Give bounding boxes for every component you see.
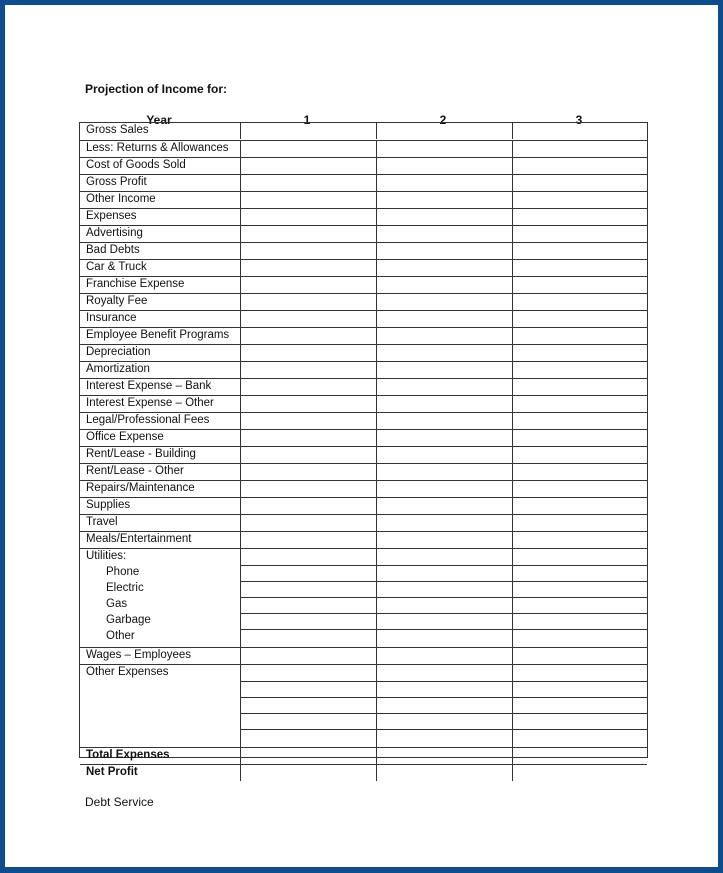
value-cell-year-2[interactable] [376,515,512,531]
table-row-other-income [80,191,647,208]
value-cell-year-3[interactable] [512,243,647,259]
value-cell-year-3[interactable] [512,648,647,664]
document-page [5,5,718,867]
debt-service-label: Debt Service [85,795,154,809]
value-cell-year-2[interactable] [376,243,512,259]
row-label: Royalty Fee [86,295,148,307]
row-divider [240,697,647,698]
row-label-cell [80,413,240,429]
value-cell-year-2[interactable] [376,209,512,225]
row-label: Wages – Employees [86,649,192,661]
row-label-cell [80,748,240,764]
value-cell-year-2[interactable] [376,748,512,764]
value-cell-year-2[interactable] [376,648,512,664]
value-cell-year-2[interactable] [376,294,512,310]
table-row-rent-building [80,446,647,463]
table-row-travel [80,514,647,531]
table-row-supplies [80,497,647,514]
row-label: Employee Benefit Programs [86,329,230,341]
value-cell-year-2[interactable] [376,158,512,174]
value-cell-year-2[interactable] [376,260,512,276]
row-label-cell [80,345,240,361]
value-cell-year-3[interactable] [512,515,647,531]
value-cell-year-2[interactable] [376,345,512,361]
value-cell-year-1[interactable] [240,379,376,395]
row-label-cell [80,765,240,781]
row-label: Meals/Entertainment [86,533,192,545]
value-cell-year-2[interactable] [376,175,512,191]
row-label: Bad Debts [86,244,140,256]
value-cell-year-3[interactable] [512,123,647,139]
value-cell-year-3[interactable] [512,362,647,378]
value-cell-year-1[interactable] [240,665,376,747]
value-cell-year-3[interactable] [512,396,647,412]
row-label-cell [80,447,240,463]
row-label: Depreciation [86,346,151,358]
value-cell-year-1[interactable] [240,515,376,531]
value-cell-year-2[interactable] [376,532,512,548]
value-cell-year-1[interactable] [240,175,376,191]
table-row-franchise [80,276,647,293]
value-cell-year-1[interactable] [240,748,376,764]
value-cell-year-1[interactable] [240,158,376,174]
row-divider [240,597,647,598]
value-cell-year-1[interactable] [240,362,376,378]
row-divider [240,681,647,682]
table-row-legal [80,412,647,429]
table-row-utilities [80,548,647,647]
table-row-other-expenses [80,664,647,747]
value-cell-year-1[interactable] [240,141,376,157]
value-cell-year-1[interactable] [240,328,376,344]
row-label-cell [80,294,240,310]
value-cell-year-1[interactable] [240,277,376,293]
value-cell-year-1[interactable] [240,294,376,310]
row-label: Franchise Expense [86,278,185,290]
value-cell-year-1[interactable] [240,447,376,463]
value-cell-year-3[interactable] [512,328,647,344]
table-row-insurance [80,310,647,327]
row-label: Other Income [86,193,156,205]
value-cell-year-2[interactable] [376,447,512,463]
row-label: Office Expense [86,431,164,443]
row-label: Repairs/Maintenance [86,482,195,494]
value-cell-year-2[interactable] [376,192,512,208]
value-cell-year-1[interactable] [240,209,376,225]
value-cell-year-3[interactable] [512,765,647,781]
value-cell-year-2[interactable] [376,311,512,327]
value-cell-year-3[interactable] [512,192,647,208]
value-cell-year-3[interactable] [512,665,647,747]
row-label-cell [80,396,240,412]
row-label: Gross Profit [86,176,147,188]
utilities-sub-gas: Gas [106,598,128,610]
row-label: Net Profit [86,766,138,778]
value-cell-year-1[interactable] [240,765,376,781]
table-row-employee-benefit [80,327,647,344]
value-cell-year-2[interactable] [376,328,512,344]
row-label-cell [80,328,240,344]
value-cell-year-1[interactable] [240,396,376,412]
table-row-car-truck [80,259,647,276]
table-row-total-expenses [80,747,647,764]
row-label-cell [80,549,240,647]
value-cell-year-1[interactable] [240,226,376,242]
value-cell-year-3[interactable] [512,294,647,310]
row-label: Gross Sales [86,124,149,136]
table-row-meals [80,531,647,548]
page-title: Projection of Income for: [85,82,228,96]
row-label: Rent/Lease - Other [86,465,184,477]
row-label-cell [80,648,240,664]
row-divider [240,629,647,630]
utilities-sub-other: Other [106,630,135,642]
row-divider [240,613,647,614]
row-label-cell [80,665,240,747]
value-cell-year-2[interactable] [376,765,512,781]
value-cell-year-1[interactable] [240,532,376,548]
income-projection-table [79,122,648,778]
table-row-wages [80,647,647,664]
row-label-cell [80,260,240,276]
value-cell-year-1[interactable] [240,430,376,446]
row-label-cell [80,498,240,514]
value-cell-year-2[interactable] [376,481,512,497]
table-row-depreciation [80,344,647,361]
table-row-rent-other [80,463,647,480]
row-label-cell [80,430,240,446]
header-year-1: 1 [303,113,311,127]
row-label-cell [80,123,240,139]
value-cell-year-2[interactable] [376,226,512,242]
value-cell-year-2[interactable] [376,464,512,480]
table-row-amortization [80,361,647,378]
value-cell-year-3[interactable] [512,549,647,647]
row-label-cell [80,226,240,242]
value-cell-year-3[interactable] [512,498,647,514]
value-cell-year-2[interactable] [376,430,512,446]
value-cell-year-1[interactable] [240,648,376,664]
table-row-interest-other [80,395,647,412]
row-label-cell [80,175,240,191]
row-label: Total Expenses [86,749,170,761]
value-cell-year-3[interactable] [512,748,647,764]
row-label: Other Expenses [86,666,169,678]
value-cell-year-1[interactable] [240,464,376,480]
row-label: Interest Expense – Other [86,397,214,409]
row-label: Less: Returns & Allowances [86,142,229,154]
value-cell-year-3[interactable] [512,532,647,548]
value-cell-year-2[interactable] [376,379,512,395]
value-cell-year-1[interactable] [240,345,376,361]
table-row-advertising [80,225,647,242]
value-cell-year-1[interactable] [240,311,376,327]
value-cell-year-2[interactable] [376,498,512,514]
row-label: Cost of Goods Sold [86,159,186,171]
value-cell-year-1[interactable] [240,481,376,497]
header-year-3: 3 [575,113,583,127]
row-divider [240,729,647,730]
row-label: Travel [86,516,118,528]
value-cell-year-3[interactable] [512,379,647,395]
table-row-bad-debts [80,242,647,259]
table-row-less-returns [80,140,647,157]
row-label-cell [80,209,240,225]
value-cell-year-2[interactable] [376,396,512,412]
header-year-2: 2 [439,113,447,127]
table-row-net-profit [80,764,647,781]
row-divider [240,713,647,714]
row-label-cell [80,515,240,531]
row-label: Legal/Professional Fees [86,414,210,426]
row-label: Insurance [86,312,137,324]
value-cell-year-3[interactable] [512,311,647,327]
row-divider [240,581,647,582]
value-cell-year-1[interactable] [240,123,376,139]
table-row-royalty [80,293,647,310]
row-label-cell [80,192,240,208]
value-cell-year-3[interactable] [512,464,647,480]
value-cell-year-1[interactable] [240,192,376,208]
value-cell-year-3[interactable] [512,481,647,497]
row-label: Supplies [86,499,131,511]
value-cell-year-3[interactable] [512,226,647,242]
value-cell-year-2[interactable] [376,362,512,378]
value-cell-year-3[interactable] [512,209,647,225]
utilities-sub-phone: Phone [106,566,140,578]
row-label-cell [80,481,240,497]
value-cell-year-2[interactable] [376,277,512,293]
value-cell-year-3[interactable] [512,260,647,276]
table-row-gross-profit [80,174,647,191]
table-row-cogs [80,157,647,174]
row-label: Rent/Lease - Building [86,448,196,460]
table-row-gross-sales [80,123,647,139]
value-cell-year-3[interactable] [512,141,647,157]
row-label-cell [80,158,240,174]
row-label: Interest Expense – Bank [86,380,212,392]
value-cell-year-2[interactable] [376,413,512,429]
table-row-repairs [80,480,647,497]
row-divider [240,565,647,566]
value-cell-year-3[interactable] [512,277,647,293]
value-cell-year-3[interactable] [512,158,647,174]
value-cell-year-3[interactable] [512,447,647,463]
value-cell-year-3[interactable] [512,413,647,429]
row-label-cell [80,141,240,157]
utilities-sub-electric: Electric [106,582,144,594]
value-cell-year-3[interactable] [512,345,647,361]
value-cell-year-1[interactable] [240,243,376,259]
row-label-cell [80,532,240,548]
row-label: Advertising [86,227,143,239]
value-cell-year-1[interactable] [240,413,376,429]
value-cell-year-2[interactable] [376,665,512,747]
table-row-interest-bank [80,378,647,395]
row-label-cell [80,379,240,395]
value-cell-year-1[interactable] [240,549,376,647]
row-label-cell [80,243,240,259]
value-cell-year-2[interactable] [376,549,512,647]
value-cell-year-2[interactable] [376,141,512,157]
row-label-cell [80,311,240,327]
row-label: Car & Truck [86,261,147,273]
table-row-office [80,429,647,446]
value-cell-year-3[interactable] [512,430,647,446]
value-cell-year-3[interactable] [512,175,647,191]
header-year: Year [146,113,172,127]
utilities-sub-garbage: Garbage [106,614,151,626]
value-cell-year-1[interactable] [240,498,376,514]
row-label-cell [80,464,240,480]
row-label-cell [80,277,240,293]
row-label-cell [80,362,240,378]
row-label: Amortization [86,363,150,375]
value-cell-year-2[interactable] [376,123,512,139]
value-cell-year-1[interactable] [240,260,376,276]
row-label: Expenses [86,210,137,222]
table-row-expenses [80,208,647,225]
row-label: Utilities: [86,550,127,562]
